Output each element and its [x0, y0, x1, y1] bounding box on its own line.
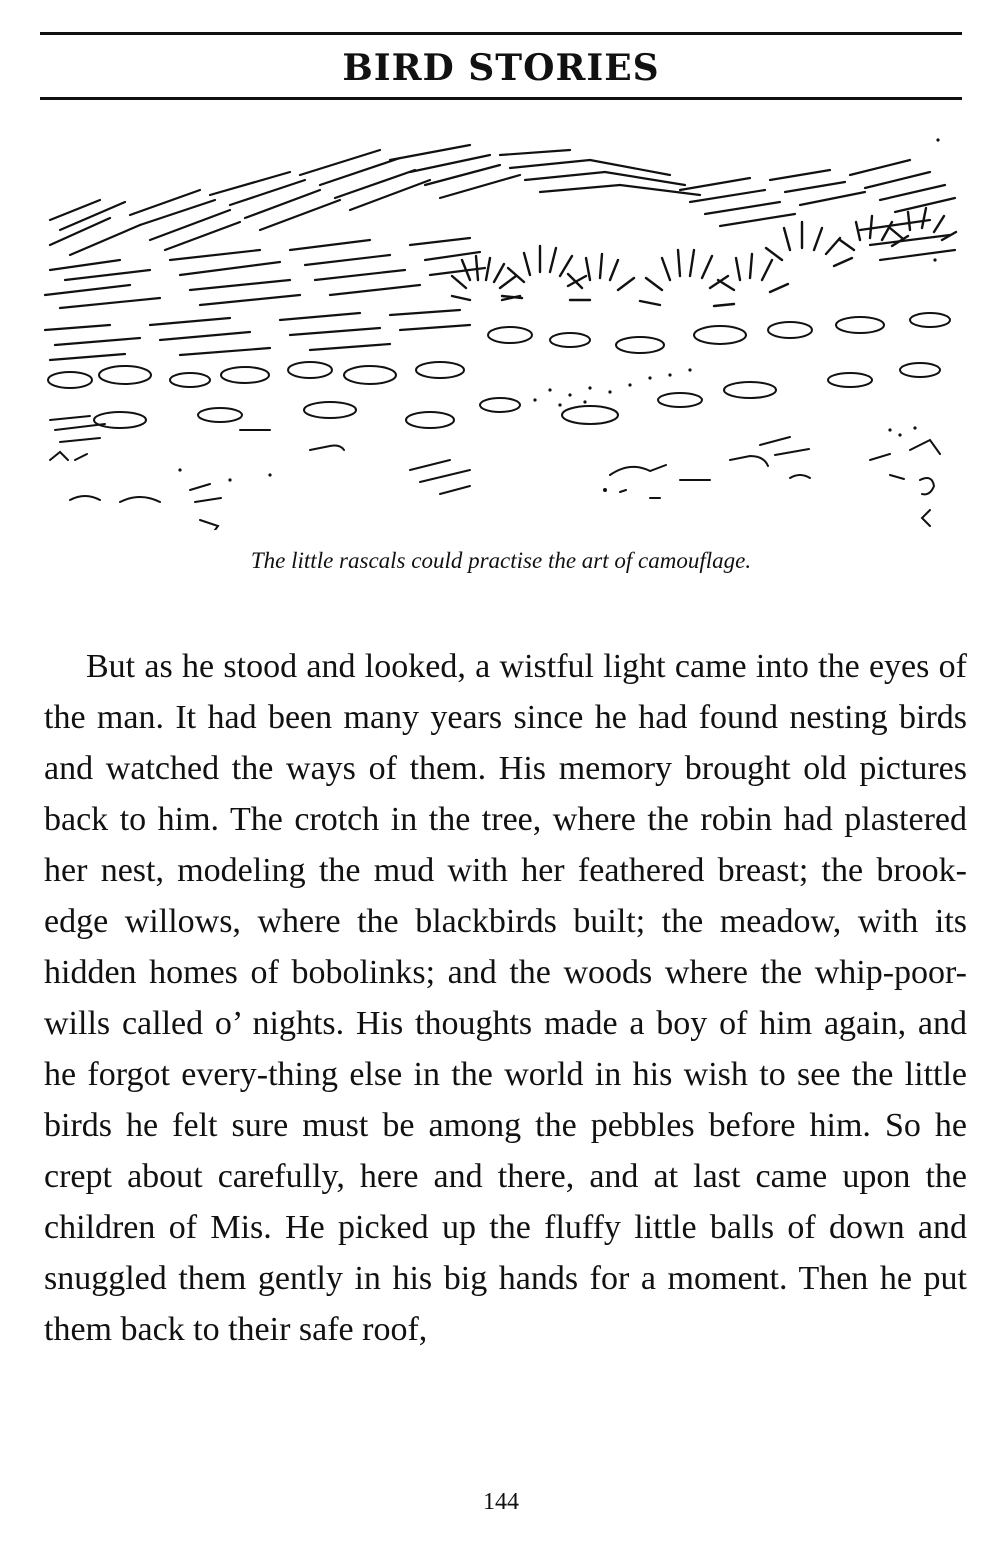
ground-marks: [50, 416, 940, 530]
pebbles: [48, 313, 950, 428]
figure-caption: The little rascals could practise the art of camouflage.: [250, 548, 752, 573]
tufts: [452, 208, 956, 306]
page-number: 144: [483, 1489, 519, 1515]
body-paragraph: But as he stood and looked, a wistful light came into the eyes of the man. It had been many years since he had found nesting birds and watched the ways of them. His memory brought old pictures back to him. The crotch in the tree, where the robin had plastered her nest, modeling the mud with her feathered breast; the brook-edge willows, where the blackbirds built; the meadow, with its hidden homes of bobolinks; and the woods where the whip-poor-wills called o’ nights. His thoughts made a boy of him again, and he forgot every-thing else in the world in his wish to see the little birds he felt sure must be among the pebbles before him. So he crept about carefully, here and there, and at last came upon the children of Mis. He picked up the fluffy little balls of down and snuggled them gently in his big hands for a moment. Then he put them back to their safe roof,: [44, 648, 967, 1348]
running-head: BIRD STORIES: [342, 47, 660, 89]
header-rule: [40, 97, 962, 100]
camouflage-illustration: [30, 130, 970, 530]
top-rule: [40, 32, 962, 35]
